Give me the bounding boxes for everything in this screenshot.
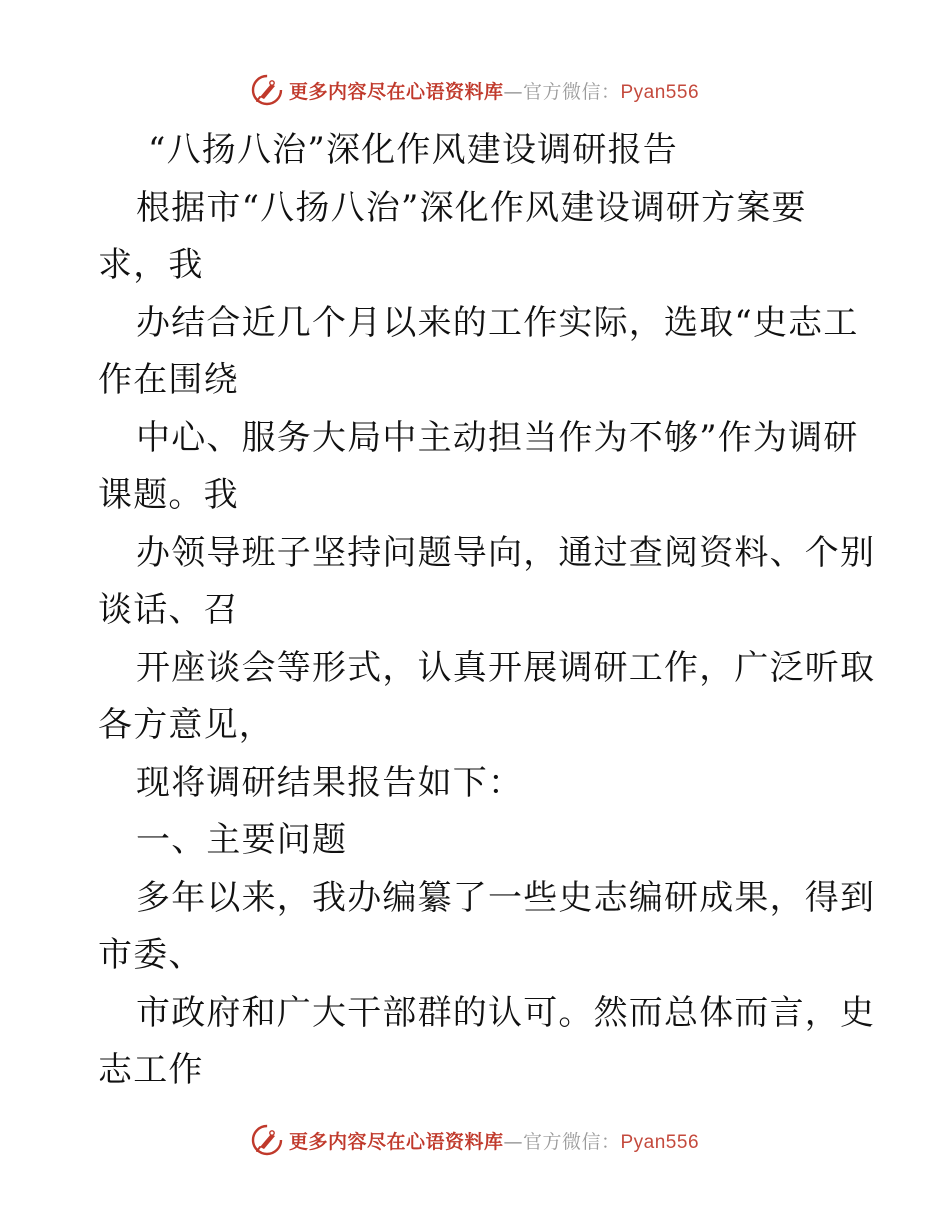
- paragraph-line: 多年以来，我办编纂了一些史志编研成果，得到: [136, 877, 876, 918]
- paragraph-line: 谈话、召: [98, 590, 239, 630]
- paragraph-line: 根据市“八扬八治”深化作风建设调研方案要: [136, 187, 807, 228]
- footer-wechat-label: 官方微信：: [522, 1130, 621, 1153]
- paragraph-line: 市政府和广大干部群的认可。然而总体而言，史: [136, 992, 876, 1033]
- header-wechat-handle: Pyan556: [620, 81, 700, 103]
- paragraph-line: 求，我: [98, 245, 204, 285]
- paragraph-line: 办领导班子坚持问题导向，通过查阅资料、个别: [136, 532, 876, 573]
- footer-separator: —: [503, 1130, 523, 1153]
- paragraph-line: 课题。我: [98, 475, 239, 515]
- header-banner-text: [289, 77, 699, 104]
- header-separator: —: [503, 80, 523, 103]
- document-body: [98, 122, 876, 1100]
- paragraph-line: 办结合近几个月以来的工作实际，选取“史志工: [136, 302, 859, 343]
- header-banner: [0, 70, 950, 110]
- paragraph-line: 作在围绕: [98, 360, 239, 400]
- paragraph-line: 各方意见，: [98, 705, 274, 745]
- paragraph-line: 中心、服务大局中主动担当作为不够”作为调研: [136, 417, 859, 458]
- paragraph-line: 市委、: [98, 935, 204, 975]
- quill-pen-logo-icon: [251, 1124, 283, 1156]
- footer-banner: [0, 1120, 950, 1160]
- footer-banner-text: [289, 1127, 699, 1154]
- paragraph-line: 志工作: [98, 1050, 204, 1090]
- section-heading: 一、主要问题: [136, 820, 348, 860]
- header-wechat-label: 官方微信：: [522, 80, 621, 103]
- footer-wechat-handle: Pyan556: [620, 1131, 700, 1153]
- paragraph-line: 现将调研结果报告如下：: [136, 762, 524, 803]
- header-brand-text: 更多内容尽在心语资料库: [288, 80, 504, 103]
- paragraph-line: 开座谈会等形式，认真开展调研工作，广泛听取: [136, 647, 876, 688]
- footer-brand-text: 更多内容尽在心语资料库: [288, 1130, 504, 1153]
- document-title: “八扬八治”深化作风建设调研报告: [148, 130, 678, 170]
- quill-pen-logo-icon: [251, 74, 283, 106]
